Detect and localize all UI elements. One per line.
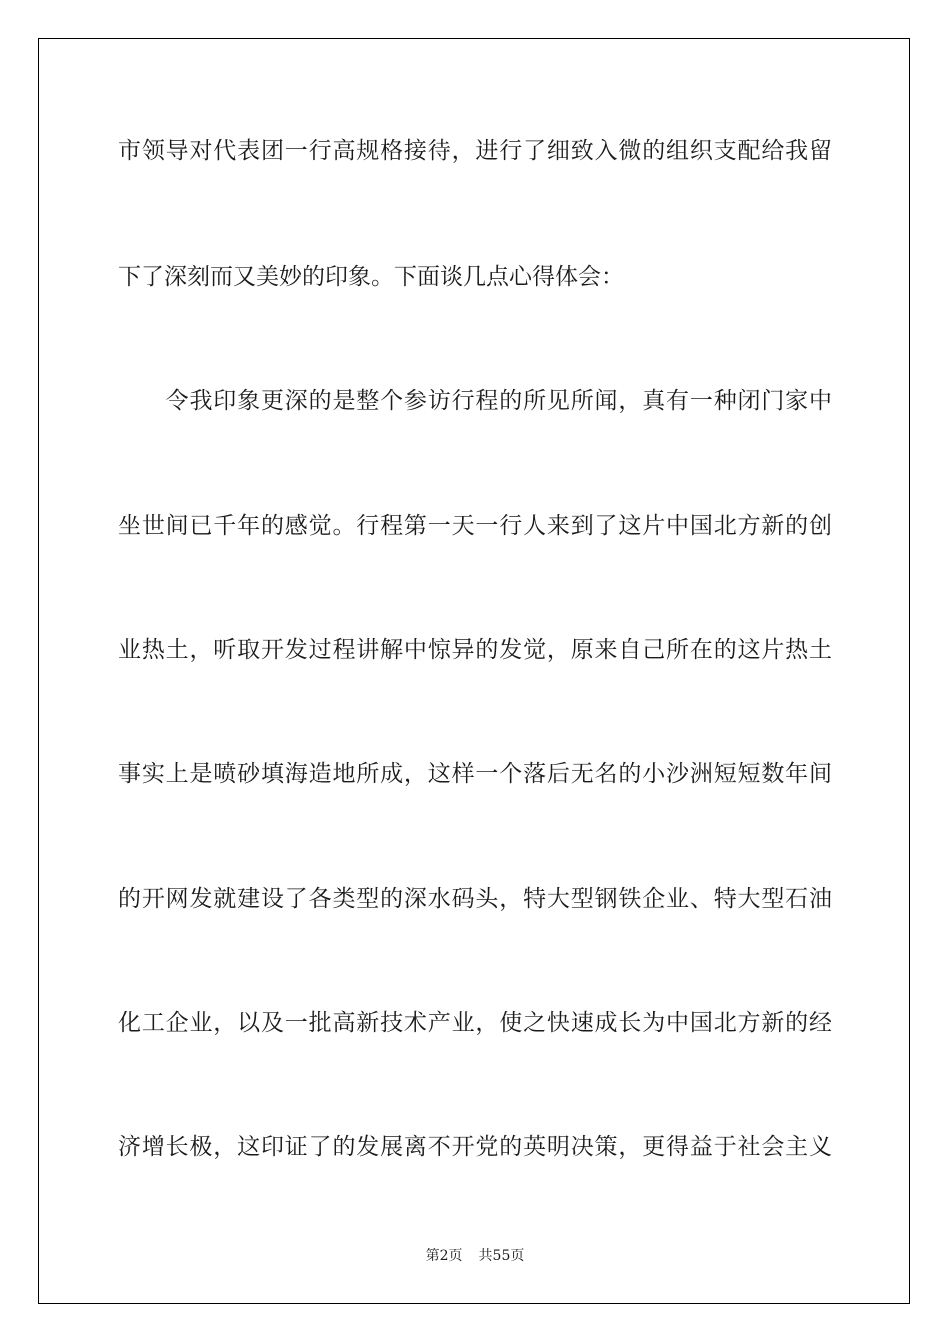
page-total: 共55页	[478, 1248, 525, 1264]
text-line: 业热土，听取开发过程讲解中惊异的发觉，原来自己所在的这片热土	[118, 637, 832, 663]
page-footer	[0, 1245, 950, 1265]
text-line: 化工企业，以及一批高新技术产业，使之快速成长为中国北方新的经	[118, 1010, 832, 1036]
text-line: 下了深刻而又美妙的印象。下面谈几点心得体会：	[118, 264, 624, 290]
page-number: 第2页	[425, 1248, 463, 1264]
text-line: 坐世间已千年的感觉。行程第一天一行人来到了这片中国北方新的创	[118, 513, 832, 539]
text-line: 济增长极，这印证了的发展离不开党的英明决策，更得益于社会主义	[118, 1134, 832, 1160]
text-line: 令我印象更深的是整个参访行程的所见所闻，真有一种闭门家中	[118, 388, 832, 414]
text-line: 市领导对代表团一行高规格接待，进行了细致入微的组织支配给我留	[118, 138, 832, 164]
text-line: 的开网发就建设了各类型的深水码头，特大型钢铁企业、特大型石油	[118, 886, 832, 912]
page-border	[38, 38, 910, 1304]
text-line: 事实上是喷砂填海造地所成，这样一个落后无名的小沙洲短短数年间	[118, 761, 832, 787]
